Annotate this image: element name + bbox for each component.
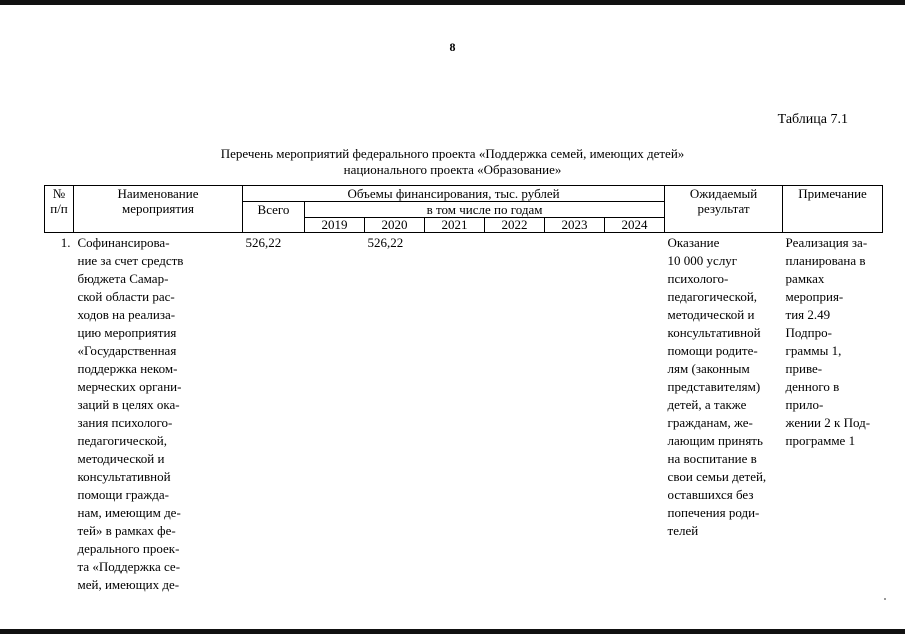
header-name: Наименование мероприятия — [74, 186, 243, 233]
title-line-2: национального проекта «Образование» — [343, 162, 562, 177]
header-year-2023: 2023 — [545, 218, 605, 233]
row-note: Реализация за- планирована в рамках мероприя- тия 2.49 Подпро- граммы 1, приве- денного в прило- жении 2 к Под- программе 1 — [785, 235, 871, 448]
row-year-2023 — [545, 233, 605, 595]
row-note-cell — [783, 233, 883, 595]
page-bottom-edge — [0, 629, 905, 634]
row-total: 526,22 — [245, 235, 282, 250]
row-name: Софинансирова- ние за счет средств бюджета Самар- ской области рас- ходов на реализа- цию мероприятия «Государственная поддержка неком- мерческих органи- заций в целях ока- зания психолого- педагогической, методической и консультативной помощи гражда- нам, имеющим де- тей» в рамках фе- дерального проек- та «Поддержка се- мей, имеющих де- — [77, 235, 184, 592]
row-result-cell — [665, 233, 783, 595]
measures-table — [44, 185, 883, 594]
scan-speck — [884, 598, 886, 600]
header-year-2021: 2021 — [425, 218, 485, 233]
row-name-cell — [74, 233, 243, 595]
header-funding: Объемы финансирования, тыс. рублей — [243, 186, 665, 202]
table-row — [45, 233, 883, 595]
row-year-2024 — [605, 233, 665, 595]
row-year-2022 — [485, 233, 545, 595]
row-year-2019 — [305, 233, 365, 595]
header-by-years: в том числе по годам — [305, 202, 665, 218]
header-result: Ожидаемый результат — [665, 186, 783, 233]
header-year-2020: 2020 — [365, 218, 425, 233]
header-year-2019: 2019 — [305, 218, 365, 233]
row-result: Оказание 10 000 услуг психолого- педагогической, методической и консультативной помощи родите- лям (законным представителям) детей, а также гражданам, же- лающим принять на воспитание в свои семьи детей, оставшихся без попечения роди- телей — [667, 235, 767, 538]
page-number: 8 — [449, 40, 456, 54]
title-line-1: Перечень мероприятий федерального проекта «Поддержка семей, имеющих детей» — [220, 146, 685, 161]
header-year-2024: 2024 — [605, 218, 665, 233]
header-note: Примечание — [783, 186, 883, 233]
table-label: Таблица 7.1 — [777, 112, 848, 127]
page-top-edge — [0, 0, 905, 5]
row-year-2020: 526,22 — [367, 235, 404, 250]
row-num: 1. — [60, 235, 71, 250]
header-num: № п/п — [45, 186, 74, 233]
row-year-2021 — [425, 233, 485, 595]
header-year-2022: 2022 — [485, 218, 545, 233]
header-total: Всего — [243, 202, 305, 233]
document-title — [0, 146, 905, 178]
